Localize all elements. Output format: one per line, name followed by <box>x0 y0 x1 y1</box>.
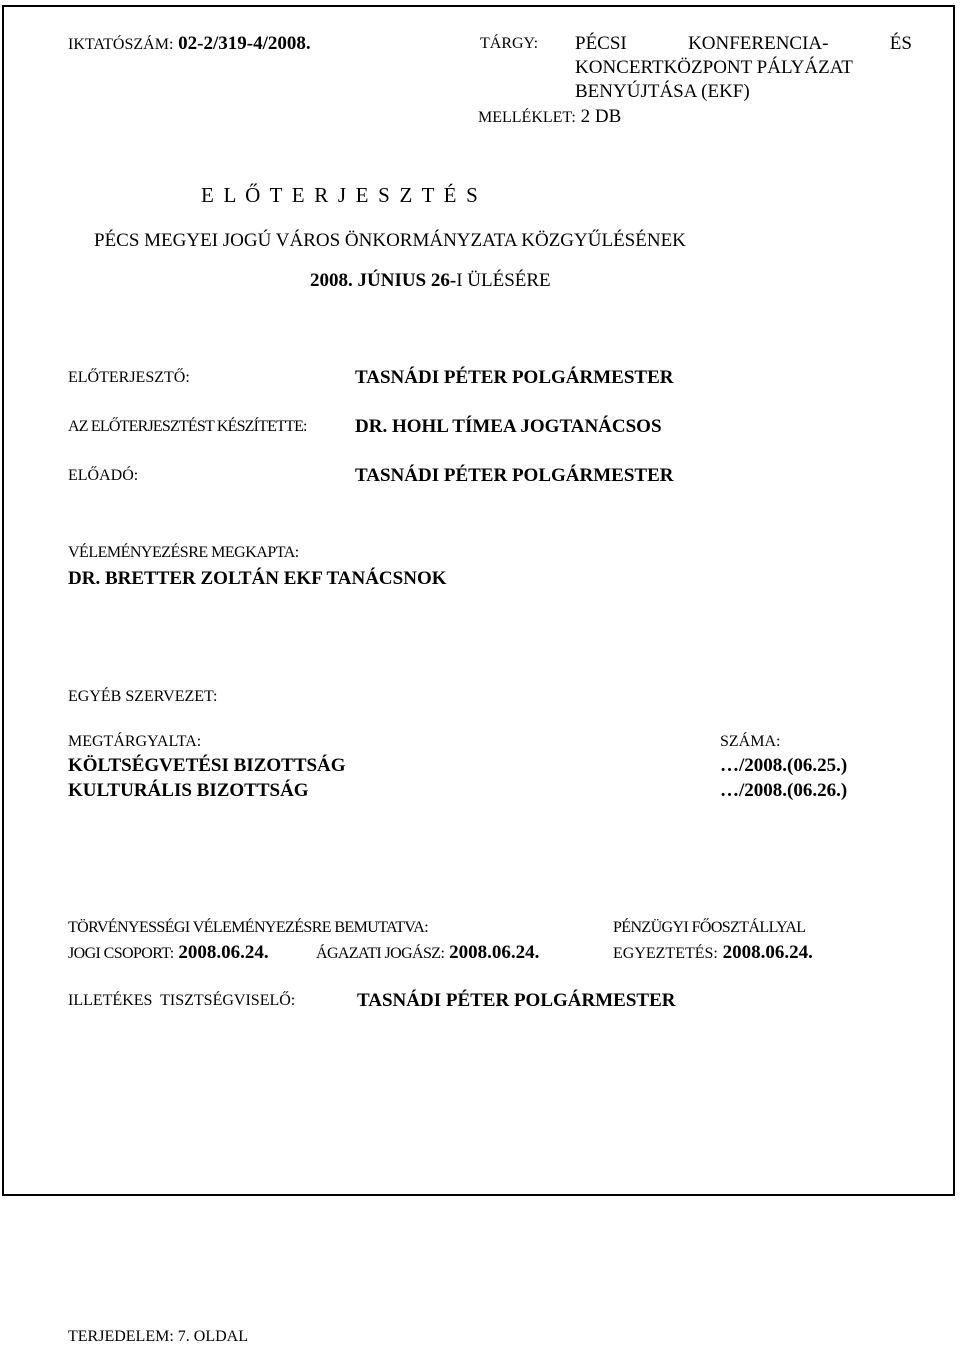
agazati-jogasz <box>316 943 539 962</box>
iktatoszam-label: IKTATÓSZÁM: <box>68 36 174 53</box>
penzugyi-label: PÉNZÜGYI FŐOSZTÁLLYAL <box>613 919 806 936</box>
terjedelem: TERJEDELEM: 7. OLDAL <box>68 1328 248 1345</box>
egyeztetes-label: EGYEZTETÉS: <box>613 945 718 962</box>
agazati-date: 2008.06.24. <box>449 942 540 963</box>
targy-word-1: PÉCSI <box>575 33 627 54</box>
torvenyessegi-label: TÖRVÉNYESSÉGI VÉLEMÉNYEZÉSRE BEMUTATVA: <box>68 919 429 936</box>
committee-number: …/2008.(06.25.) <box>720 755 848 776</box>
jogi-csoport <box>68 943 269 962</box>
illetekes-value: TASNÁDI PÉTER POLGÁRMESTER <box>357 990 676 1011</box>
title-assembly: PÉCS MEGYEI JOGÚ VÁROS ÖNKORMÁNYZATA KÖZGYŰLÉSÉNEK <box>94 230 686 251</box>
targy-label: TÁRGY: <box>480 35 539 52</box>
eloado-label: ELŐADÓ: <box>68 467 139 484</box>
title-session <box>310 271 551 290</box>
review-value: DR. BRETTER ZOLTÁN EKF TANÁCSNOK <box>68 568 447 589</box>
eloterjeszto-value: TASNÁDI PÉTER POLGÁRMESTER <box>355 367 674 388</box>
targy-line2: KONCERTKÖZPONT PÁLYÁZAT <box>575 57 853 78</box>
committee-name: KÖLTSÉGVETÉSI BIZOTTSÁG <box>68 755 346 776</box>
committee-name: KULTURÁLIS BIZOTTSÁG <box>68 780 309 801</box>
jogi-date: 2008.06.24. <box>178 942 269 963</box>
eloado-value: TASNÁDI PÉTER POLGÁRMESTER <box>355 465 674 486</box>
melleklet-label: MELLÉKLET: <box>478 109 576 126</box>
szama-label: SZÁMA: <box>720 733 781 750</box>
egyeztetes-date: 2008.06.24. <box>722 942 813 963</box>
iktatoszam-value: 02-2/319-4/2008. <box>178 33 311 54</box>
targy-line1 <box>575 34 912 53</box>
targy-word-2: KONFERENCIA- <box>688 33 829 54</box>
document-title: E L Ő T E R J E S Z T É S <box>201 183 481 207</box>
targy-line3: BENYÚJTÁSA (EKF) <box>575 81 750 102</box>
targy-word-3: ÉS <box>889 33 912 54</box>
keszitette-label: AZ ELŐTERJESZTÉST KÉSZÍTETTE: <box>68 418 307 435</box>
session-suffix: I ÜLÉSÉRE <box>456 270 551 291</box>
eloterjeszto-label: ELŐTERJESZTŐ: <box>68 369 190 386</box>
egyeb-szervezet-label: EGYÉB SZERVEZET: <box>68 688 218 705</box>
egyeztetes <box>613 943 813 962</box>
melleklet <box>478 107 621 126</box>
melleklet-value: 2 DB <box>580 106 622 127</box>
agazati-label: ÁGAZATI JOGÁSZ: <box>316 945 445 962</box>
keszitette-value: DR. HOHL TÍMEA JOGTANÁCSOS <box>355 416 662 437</box>
review-label: VÉLEMÉNYEZÉSRE MEGKAPTA: <box>68 544 299 561</box>
illetekes-label: ILLETÉKES TISZTSÉGVISELŐ: <box>68 992 296 1009</box>
iktatoszam <box>68 34 311 53</box>
jogi-label: JOGI CSOPORT: <box>68 945 174 962</box>
session-date: 2008. JÚNIUS 26- <box>310 270 457 291</box>
megtargyalta-label: MEGTÁRGYALTA: <box>68 733 202 750</box>
committee-number: …/2008.(06.26.) <box>720 780 848 801</box>
